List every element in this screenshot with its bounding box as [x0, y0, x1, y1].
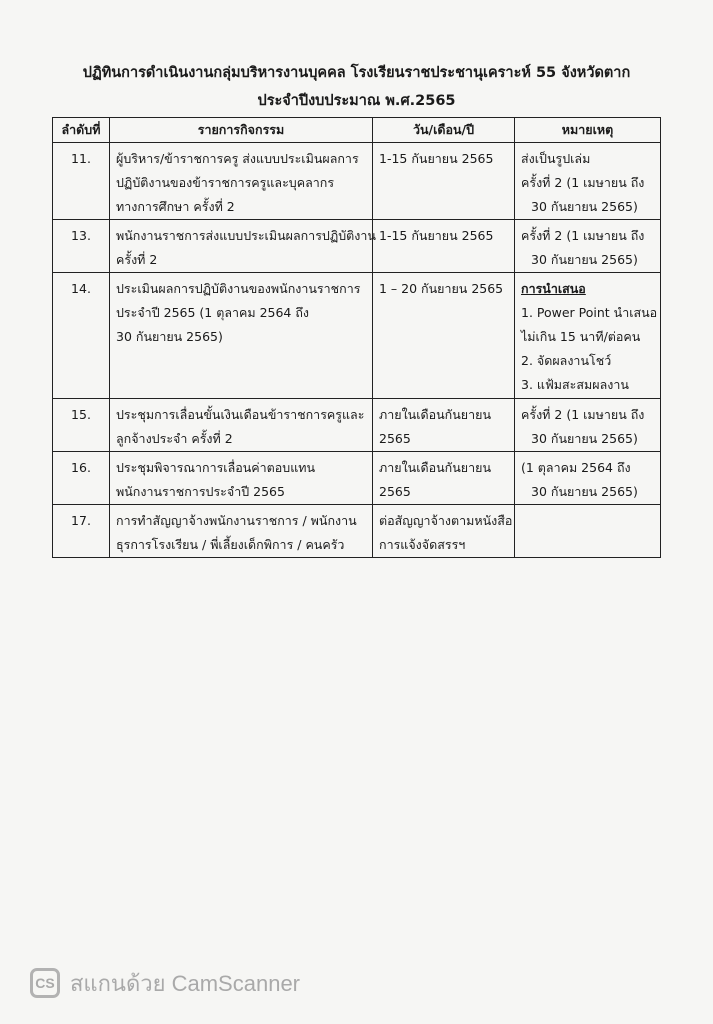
- row-number: 14.: [71, 281, 91, 296]
- note-cell: [515, 452, 661, 505]
- row-number: 11.: [71, 151, 91, 166]
- watermark-text: สแกนด้วย CamScanner: [70, 970, 301, 996]
- activity-line: ลูกจ้างประจำ ครั้งที่ 2: [116, 431, 233, 446]
- header-date: วัน/เดือน/ปี: [373, 118, 515, 143]
- activity-line: 30 กันยายน 2565): [116, 329, 223, 344]
- date-line: การแจ้งจัดสรรฯ: [379, 537, 466, 552]
- activity-line: พนักงานราชการส่งแบบประเมินผลการปฏิบัติงาน: [116, 228, 376, 243]
- row-number-cell: [53, 273, 110, 399]
- header-activity: รายการกิจกรรม: [110, 118, 373, 143]
- date-line: 1-15 กันยายน 2565: [379, 228, 494, 243]
- date-line: 2565: [379, 484, 411, 499]
- table-header-row: [53, 118, 661, 143]
- activity-line: ธุรการโรงเรียน / พี่เลี้ยงเด็กพิการ / คนครัว: [116, 537, 345, 552]
- date-line: 1 – 20 กันยายน 2565: [379, 281, 504, 296]
- activity-cell: [110, 452, 373, 505]
- activity-line: ประชุมการเลื่อนขั้นเงินเดือนข้าราชการครูและ: [116, 407, 365, 422]
- date-line: ภายในเดือนกันยายน: [379, 407, 491, 422]
- date-line: 1-15 กันยายน 2565: [379, 151, 494, 166]
- row-number-cell: [53, 505, 110, 558]
- row-number-cell: [53, 220, 110, 273]
- date-line: 2565: [379, 431, 411, 446]
- activity-line: การทำสัญญาจ้างพนักงานราชการ / พนักงาน: [116, 513, 357, 528]
- row-number-cell: [53, 399, 110, 452]
- date-cell: [373, 143, 515, 220]
- table-row: [53, 220, 661, 273]
- header-order: ลำดับที่: [53, 118, 110, 143]
- note-line: 30 กันยายน 2565): [531, 252, 638, 267]
- note-line: (1 ตุลาคม 2564 ถึง: [521, 460, 631, 475]
- row-number: 16.: [71, 460, 91, 475]
- document-subtitle: ประจำปีงบประมาณ พ.ศ.2565: [257, 93, 456, 109]
- table-row: [53, 399, 661, 452]
- note-line: 30 กันยายน 2565): [531, 199, 638, 214]
- note-line: 1. Power Point นำเสนอ: [521, 305, 658, 320]
- note-cell: [515, 143, 661, 220]
- activity-line: ประชุมพิจารณาการเลื่อนค่าตอบแทน: [116, 460, 316, 475]
- activity-line: พนักงานราชการประจำปี 2565: [116, 484, 285, 499]
- row-number-cell: [53, 452, 110, 505]
- note-cell: [515, 399, 661, 452]
- note-line: 30 กันยายน 2565): [531, 431, 638, 446]
- table-row: [53, 273, 661, 399]
- note-cell: [515, 220, 661, 273]
- activity-cell: [110, 399, 373, 452]
- date-cell: [373, 399, 515, 452]
- table-row: [53, 143, 661, 220]
- row-number: 13.: [71, 228, 91, 243]
- activity-line: ประจำปี 2565 (1 ตุลาคม 2564 ถึง: [116, 305, 310, 320]
- activity-cell: [110, 220, 376, 273]
- table-row: [53, 505, 661, 558]
- date-line: ภายในเดือนกันยายน: [379, 460, 491, 475]
- row-number-cell: [53, 143, 110, 220]
- date-cell: [373, 220, 515, 273]
- activity-cell: [110, 273, 373, 399]
- activity-line: ผู้บริหาร/ข้าราชการครู ส่งแบบประเมินผลการ: [116, 151, 359, 166]
- activity-cell: [110, 505, 373, 558]
- note-line: ครั้งที่ 2 (1 เมษายน ถึง: [521, 228, 645, 243]
- note-heading: การนำเสนอ: [521, 281, 586, 296]
- date-cell: [373, 452, 515, 505]
- row-number: 17.: [71, 513, 91, 528]
- schedule-table: [52, 117, 661, 558]
- activity-line: ประเมินผลการปฏิบัติงานของพนักงานราชการ: [116, 281, 361, 296]
- note-line: ส่งเป็นรูปเล่ม: [521, 151, 591, 166]
- camscanner-logo-icon: CS: [30, 968, 60, 998]
- row-number: 15.: [71, 407, 91, 422]
- note-cell: [515, 273, 661, 399]
- note-line: ครั้งที่ 2 (1 เมษายน ถึง: [521, 407, 645, 422]
- note-cell: [515, 505, 661, 558]
- document-title: ปฏิทินการดำเนินงานกลุ่มบริหารงานบุคคล โรงเรียนราชประชานุเคราะห์ 55 จังหวัดตาก: [82, 65, 631, 81]
- note-line: 3. แฟ้มสะสมผลงาน: [521, 377, 629, 392]
- activity-cell: [110, 143, 373, 220]
- note-line: 30 กันยายน 2565): [531, 484, 638, 499]
- date-line: ต่อสัญญาจ้างตามหนังสือ: [379, 513, 513, 528]
- header-note: หมายเหตุ: [515, 118, 661, 143]
- activity-line: ทางการศึกษา ครั้งที่ 2: [116, 199, 235, 214]
- activity-line: ครั้งที่ 2: [116, 252, 158, 267]
- note-line: ไม่เกิน 15 นาที/ต่อคน: [521, 329, 641, 344]
- note-line: ครั้งที่ 2 (1 เมษายน ถึง: [521, 175, 645, 190]
- camscanner-watermark: [30, 966, 300, 1000]
- table-row: [53, 452, 661, 505]
- activity-line: ปฏิบัติงานของข้าราชการครูและบุคลากร: [116, 175, 335, 190]
- note-line: 2. จัดผลงานโชว์: [521, 353, 612, 368]
- date-cell: [373, 273, 515, 399]
- date-cell: [373, 505, 515, 558]
